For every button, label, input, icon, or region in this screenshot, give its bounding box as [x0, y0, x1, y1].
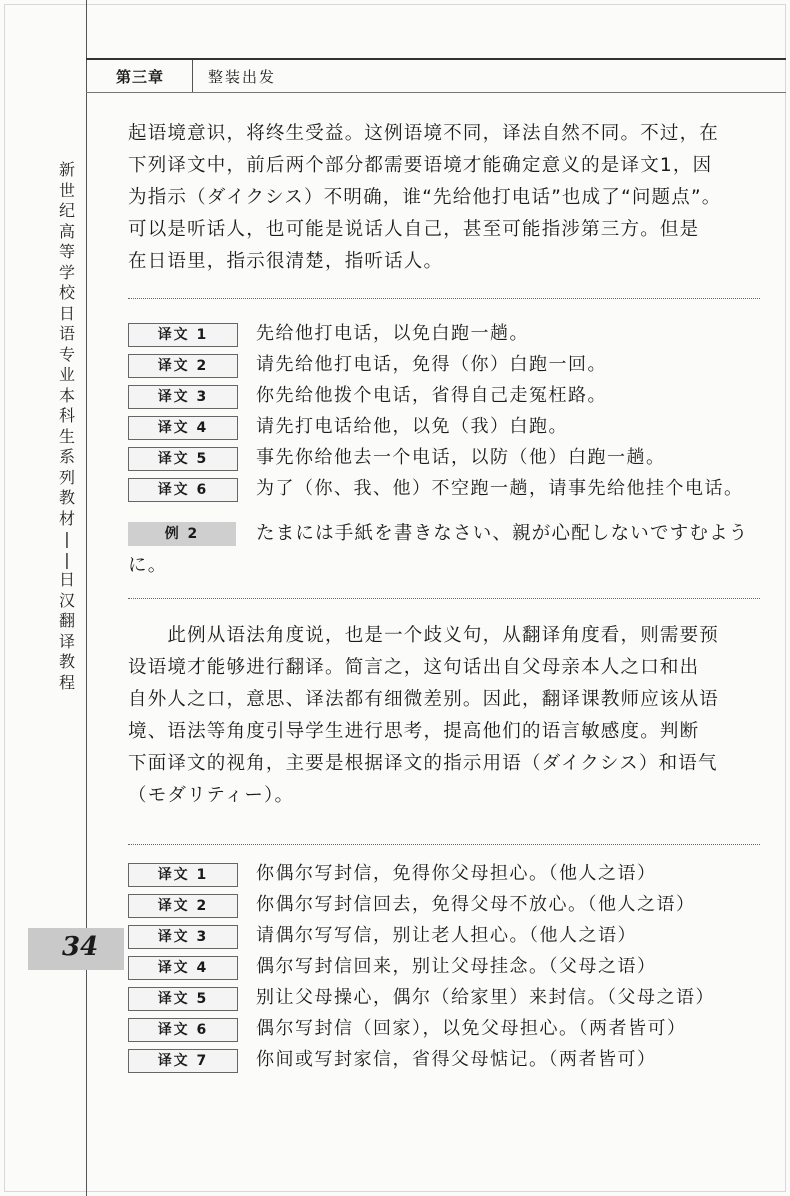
- translation-label: 译文 2: [128, 354, 238, 378]
- translation-label: 译文 5: [128, 447, 238, 471]
- translation-label: 译文 5: [128, 987, 238, 1011]
- translation-text: 事先你给他去一个电话，以防（他）白跑一趟。: [256, 447, 666, 468]
- series-title-char: |: [64, 549, 70, 569]
- series-title-char: |: [64, 529, 70, 548]
- series-title-char: 生: [58, 426, 75, 446]
- page-number: 34: [62, 932, 99, 962]
- series-title-char: 语: [58, 324, 75, 343]
- series-title-char: 等: [58, 242, 75, 261]
- series-title-char: 教: [58, 488, 75, 507]
- dotted-divider: [128, 298, 760, 299]
- translation-label: 译文 6: [128, 1018, 238, 1042]
- series-title-char: 世: [58, 180, 75, 200]
- series-title-char: 本: [58, 385, 75, 405]
- series-title-char: 翻: [58, 611, 75, 630]
- translation-text: 你先给他拨个电话，省得自己走冤枉路。: [256, 385, 607, 406]
- translation-row: [128, 320, 768, 351]
- chapter-header: [86, 58, 726, 92]
- translation-label: 译文 4: [128, 956, 238, 980]
- translation-text: 请偶尔写写信，别让老人担心。（他人之语）: [256, 925, 637, 946]
- translation-row: [128, 1046, 768, 1077]
- translation-list-a: [128, 320, 768, 506]
- series-title-char: 学: [58, 262, 75, 282]
- series-title-char: 业: [58, 365, 75, 384]
- text-line: 设语境才能够进行翻译。简言之，这句话出自父母亲本人之口和出: [128, 657, 700, 678]
- translation-row: [128, 1015, 768, 1046]
- series-title-char: 列: [58, 467, 75, 487]
- translation-row: [128, 891, 768, 922]
- translation-row: [128, 351, 768, 382]
- series-title: [56, 160, 78, 693]
- translation-row: [128, 922, 768, 953]
- translation-label: 译文 4: [128, 416, 238, 440]
- translation-row: [128, 413, 768, 444]
- translation-row: [128, 444, 768, 475]
- text-line: 下列译文中，前后两个部分都需要语境才能确定意义的是译文1，因: [128, 155, 713, 176]
- text-line: 自外人之口，意思、译法都有细微差别。因此，翻译课教师应该从语: [128, 689, 720, 710]
- translation-row: [128, 984, 768, 1015]
- translation-list-b: [128, 860, 768, 1077]
- series-title-char: 纪: [58, 201, 75, 220]
- chapter-title: 整装出发: [208, 68, 277, 86]
- series-title-char: 高: [58, 221, 75, 241]
- translation-row: [128, 953, 768, 984]
- series-title-char: 日: [58, 570, 75, 589]
- translation-row: [128, 475, 768, 506]
- text-line: 为指示（ダイクシス）不明确，谁“先给他打电话”也成了“问题点”。: [128, 187, 722, 208]
- translation-label: 译文 1: [128, 323, 238, 347]
- margin-rule: [86, 0, 87, 1196]
- translation-label: 译文 1: [128, 863, 238, 887]
- series-title-char: 系: [58, 447, 75, 466]
- text-line: 在日语里，指示很清楚，指听话人。: [128, 251, 444, 272]
- translation-row: [128, 382, 768, 413]
- series-title-char: 科: [58, 406, 75, 425]
- translation-label: 译文 3: [128, 385, 238, 409]
- series-title-char: 教: [58, 652, 75, 671]
- series-title-char: 汉: [58, 590, 75, 610]
- text-line: 下面译文的视角，主要是根据译文的指示用语（ダイクシス）和语气: [128, 753, 718, 774]
- translation-text: 请先打电话给他，以免（我）白跑。: [256, 416, 568, 437]
- dotted-divider: [128, 598, 760, 599]
- series-title-char: 日: [58, 303, 75, 323]
- text-line: （モダリティー）。: [128, 785, 295, 806]
- translation-text: 先给他打电话，以免白跑一趟。: [256, 323, 529, 344]
- translation-text: 请先给他打电话，免得（你）白跑一回。: [256, 354, 607, 375]
- translation-label: 译文 6: [128, 478, 238, 502]
- example-label: 例 2: [128, 522, 236, 546]
- analysis-paragraph: [128, 620, 760, 812]
- header-top-rule: [86, 58, 786, 60]
- translation-label: 译文 3: [128, 925, 238, 949]
- text-line: 境、语法等角度引导学生进行思考，提高他们的语言敏感度。判断: [128, 721, 700, 742]
- example-sentence: たまには手紙を書きなさい、親が心配しないですむように。: [128, 523, 749, 576]
- translation-text: 偶尔写封信回来，别让父母挂念。（父母之语）: [256, 956, 657, 977]
- translation-text: 偶尔写封信（回家），以免父母担心。（两者皆可）: [256, 1018, 687, 1039]
- series-title-char: 译: [58, 631, 75, 651]
- translation-label: 译文 7: [128, 1049, 238, 1073]
- text-line: 可以是听话人，也可能是说话人自己，甚至可能指涉第三方。但是: [128, 219, 700, 240]
- series-title-char: 专: [58, 344, 75, 364]
- translation-text: 你偶尔写封信，免得你父母担心。（他人之语）: [256, 863, 657, 884]
- series-title-char: 程: [58, 672, 75, 692]
- series-title-char: 材: [58, 508, 75, 528]
- header-divider: [192, 60, 193, 92]
- translation-text: 别让父母操心，偶尔（给家里）来封信。（父母之语）: [256, 987, 715, 1008]
- series-title-char: 新: [58, 160, 75, 179]
- header-bottom-rule: [86, 92, 786, 93]
- chapter-number: 第三章: [116, 68, 165, 86]
- text-line: 此例从语法角度说，也是一个歧义句，从翻译角度看，则需要预: [128, 625, 720, 646]
- translation-text: 你间或写封家信，省得父母惦记。（两者皆可）: [256, 1049, 657, 1070]
- text-line: 起语境意识，将终生受益。这例语境不同，译法自然不同。不过，在: [128, 123, 720, 144]
- intro-paragraph: [128, 118, 760, 278]
- translation-text: 为了（你、我、他）不空跑一趟，请事先给他挂个电话。: [256, 478, 744, 499]
- translation-text: 你偶尔写封信回去，免得父母不放心。（他人之语）: [256, 894, 696, 915]
- dotted-divider: [128, 844, 760, 845]
- series-title-char: 校: [58, 283, 75, 302]
- translation-label: 译文 2: [128, 894, 238, 918]
- translation-row: [128, 860, 768, 891]
